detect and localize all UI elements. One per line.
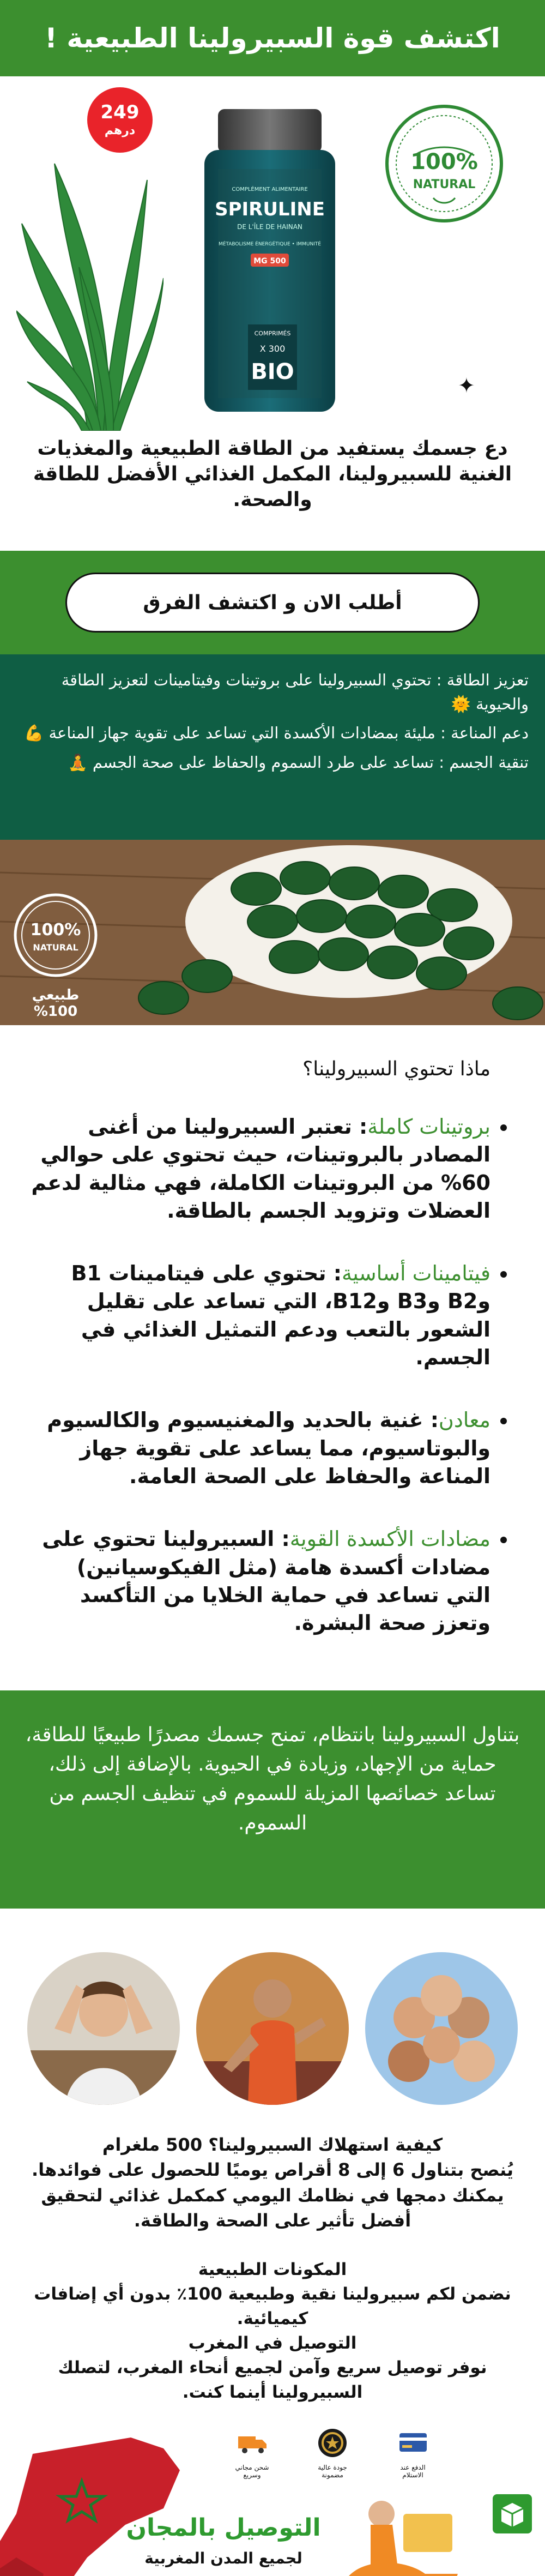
- sparkle-icon: ✦: [458, 374, 475, 398]
- usage-line-2: يُنصح بتناول 6 إلى 8 أقراص يوميًا للحصول على فوائدها.: [31, 2159, 514, 2181]
- intro-section: [0, 436, 545, 551]
- benefit-text: تنقية الجسم : تساعد على طرد السموم والحفاظ على صحة الجسم: [92, 753, 529, 772]
- benefit-text: تعزيز الطاقة : تحتوي السبيرولينا على بروتينات وفيتامينات لتعزيز الطاقة والحيوية: [61, 671, 529, 713]
- badge-shipping: [229, 2427, 275, 2487]
- free-shipping-subtitle: لجميع المدن المغربية: [144, 2549, 302, 2567]
- ingredient-text: : السبيرولينا تحتوي على مضادات أكسدة هامة (مثل الفيكوسيانين) التي تساعد في حماية الخلايا من التأكسد وتعزز صحة البشرة.: [42, 1527, 491, 1635]
- ingredient-item-protein: [27, 1113, 491, 1225]
- spirulina-tablets-photo: [0, 840, 545, 1025]
- badge-payment: [390, 2427, 436, 2487]
- price-currency: درهم: [104, 123, 136, 137]
- muscle-icon: 💪: [24, 724, 44, 742]
- ingredient-item-antioxidants: [27, 1525, 491, 1637]
- benefit-item-immunity: [16, 721, 529, 745]
- meditation-icon: 🧘: [68, 753, 88, 772]
- hero-section: [0, 76, 545, 436]
- shipping-banner: [0, 2410, 545, 2576]
- seaweed-illustration: [16, 147, 164, 431]
- natural-caption: طبيعي 100%: [32, 987, 80, 1020]
- ingredient-label: مضادات الأكسدة القوية: [289, 1527, 491, 1551]
- usage-section: [0, 2116, 545, 2247]
- benefits-section: [0, 654, 545, 840]
- group-friends-photo: [365, 1952, 518, 2105]
- free-shipping-title: التوصيل بالمجان: [126, 2514, 321, 2542]
- shipping-box-icon: [491, 2492, 534, 2536]
- badge-quality: [310, 2427, 356, 2487]
- natural-badge-icon: [12, 892, 99, 979]
- badge-label: الدفع عند الاستلام: [400, 2464, 426, 2479]
- badge-label: جودة عالية مضمونة: [318, 2464, 347, 2479]
- lifestyle-photos: [0, 1909, 545, 2116]
- benefit-item-energy: [16, 669, 529, 716]
- spirulina-bottle-image: [188, 109, 352, 414]
- ingredient-text: : تعتبر السبيرولينا من أغنى المصادر بالبروتينات، حيث تحتوي على حوالي 60% من البروتينات الكاملة، فهي مثالية لدعم العضلات وتزويد الجسم بالطاقة.: [31, 1115, 491, 1223]
- ingredient-label: معادن: [438, 1408, 491, 1433]
- bottle-small-label: COMPLÉMENT ALIMENTAIRE: [232, 186, 308, 192]
- benefit-item-detox: [16, 751, 529, 775]
- ingredient-text: : غنية بالحديد والمغنيسيوم والكالسيوم والبوتاسيوم، مما يساعد على تقوية جهاز المناعة والحفاظ على الصحة العامة.: [47, 1408, 491, 1488]
- runner-photo: [196, 1952, 349, 2105]
- photo-stamp-percent: 100%: [30, 920, 81, 940]
- ingredient-item-minerals: [27, 1406, 491, 1490]
- ingredient-label: بروتينات كاملة: [367, 1115, 491, 1139]
- bottle-count: X 300: [259, 344, 286, 354]
- intro-text: دع جسمك يستفيد من الطاقة الطبيعية والمغذيات الغنية للسبيرولينا، المكمل الغذائي الأفضل للطاقة والصحة.: [33, 437, 512, 511]
- ingredient-label: فيتامينات أساسية: [341, 1261, 491, 1286]
- cta-section: [0, 551, 545, 654]
- stamp-word: NATURAL: [413, 178, 476, 191]
- quality-medal-icon: [316, 2427, 349, 2459]
- delivery-text: نوفر توصيل سريع وآمن لجميع أنحاء المغرب، لتصلك السبيرولينا أينما كنت.: [58, 2357, 487, 2402]
- bottle-dose: 500 MG: [253, 257, 286, 266]
- info-section: [0, 2247, 545, 2410]
- badge-label: شحن مجاني وسريع: [235, 2464, 269, 2479]
- payment-icon: [397, 2427, 429, 2459]
- ingredients-list: [27, 1113, 512, 1637]
- stamp-percent: 100%: [410, 149, 478, 174]
- sun-icon: 🌞: [451, 694, 471, 713]
- price-badge: [87, 87, 153, 153]
- page-title: اكتشف قوة السبيرولينا الطبيعية !: [45, 22, 500, 54]
- bottle-claims: MÉTABOLISME ÉNERGÉTIQUE • IMMUNITÉ: [218, 242, 322, 247]
- natural-stamp-icon: [382, 101, 507, 226]
- order-now-button[interactable]: أطلب الان و اكتشف الفرق: [65, 573, 480, 633]
- header-banner: [0, 0, 545, 76]
- usage-line-1: كيفية استهلاك السبيرولينا؟ 500 ملغرام: [102, 2134, 443, 2155]
- ingredients-title: ماذا تحتوي السبيرولينا؟: [302, 1058, 491, 1080]
- natural-title: المكونات الطبيعية: [198, 2260, 347, 2279]
- benefits-list: [16, 669, 529, 774]
- delivery-title: التوصيل في المغرب: [188, 2333, 357, 2353]
- delivery-scooter-icon: [322, 2492, 474, 2576]
- benefit-text: دعم المناعة : مليئة بمضادات الأكسدة التي تساعد على تقوية جهاز المناعة: [49, 724, 529, 742]
- happy-woman-photo: [27, 1952, 180, 2105]
- ingredient-text: : تحتوي على فيتامينات B1 وB2 وB3 وB12، التي تساعد على تقليل الشعور بالتعب ودعم التمثيل الغذائي في الجسم.: [71, 1261, 491, 1370]
- ingredient-item-vitamins: [27, 1260, 491, 1371]
- price-value: 249: [100, 101, 140, 123]
- bottle-count-label: COMPRIMÉS: [254, 330, 291, 337]
- ingredients-section: [0, 1025, 545, 1690]
- natural-text: نضمن لكم سبيرولينا نقية وطبيعية 100٪ بدون أي إضافات كيميائية.: [34, 2284, 511, 2328]
- bottle-subtitle: DE L'ÎLE DE HAINAN: [237, 223, 302, 231]
- bottle-bio: BIO: [251, 359, 294, 384]
- delivery-truck-icon: [236, 2427, 269, 2459]
- regular-use-section: [0, 1690, 545, 1909]
- photo-stamp-word: NATURAL: [33, 942, 78, 953]
- regular-use-text: بتناول السبيرولينا بانتظام، تمنح جسمك مصدرًا طبيعيًا للطاقة، حماية من الإجهاد، وزيادة في الحيوية. بالإضافة إلى ذلك، تساعد خصائصها المزيلة للسموم في تنظيف الجسم من السموم.: [25, 1724, 520, 1834]
- usage-line-3: يمكنك دمجها في نظامك اليومي كمكمل غذائي لتحقيق أفضل تأثير على الصحة والطاقة.: [41, 2184, 504, 2231]
- bottle-brand: SPIRULINE: [215, 198, 325, 220]
- trust-badges: [229, 2427, 436, 2487]
